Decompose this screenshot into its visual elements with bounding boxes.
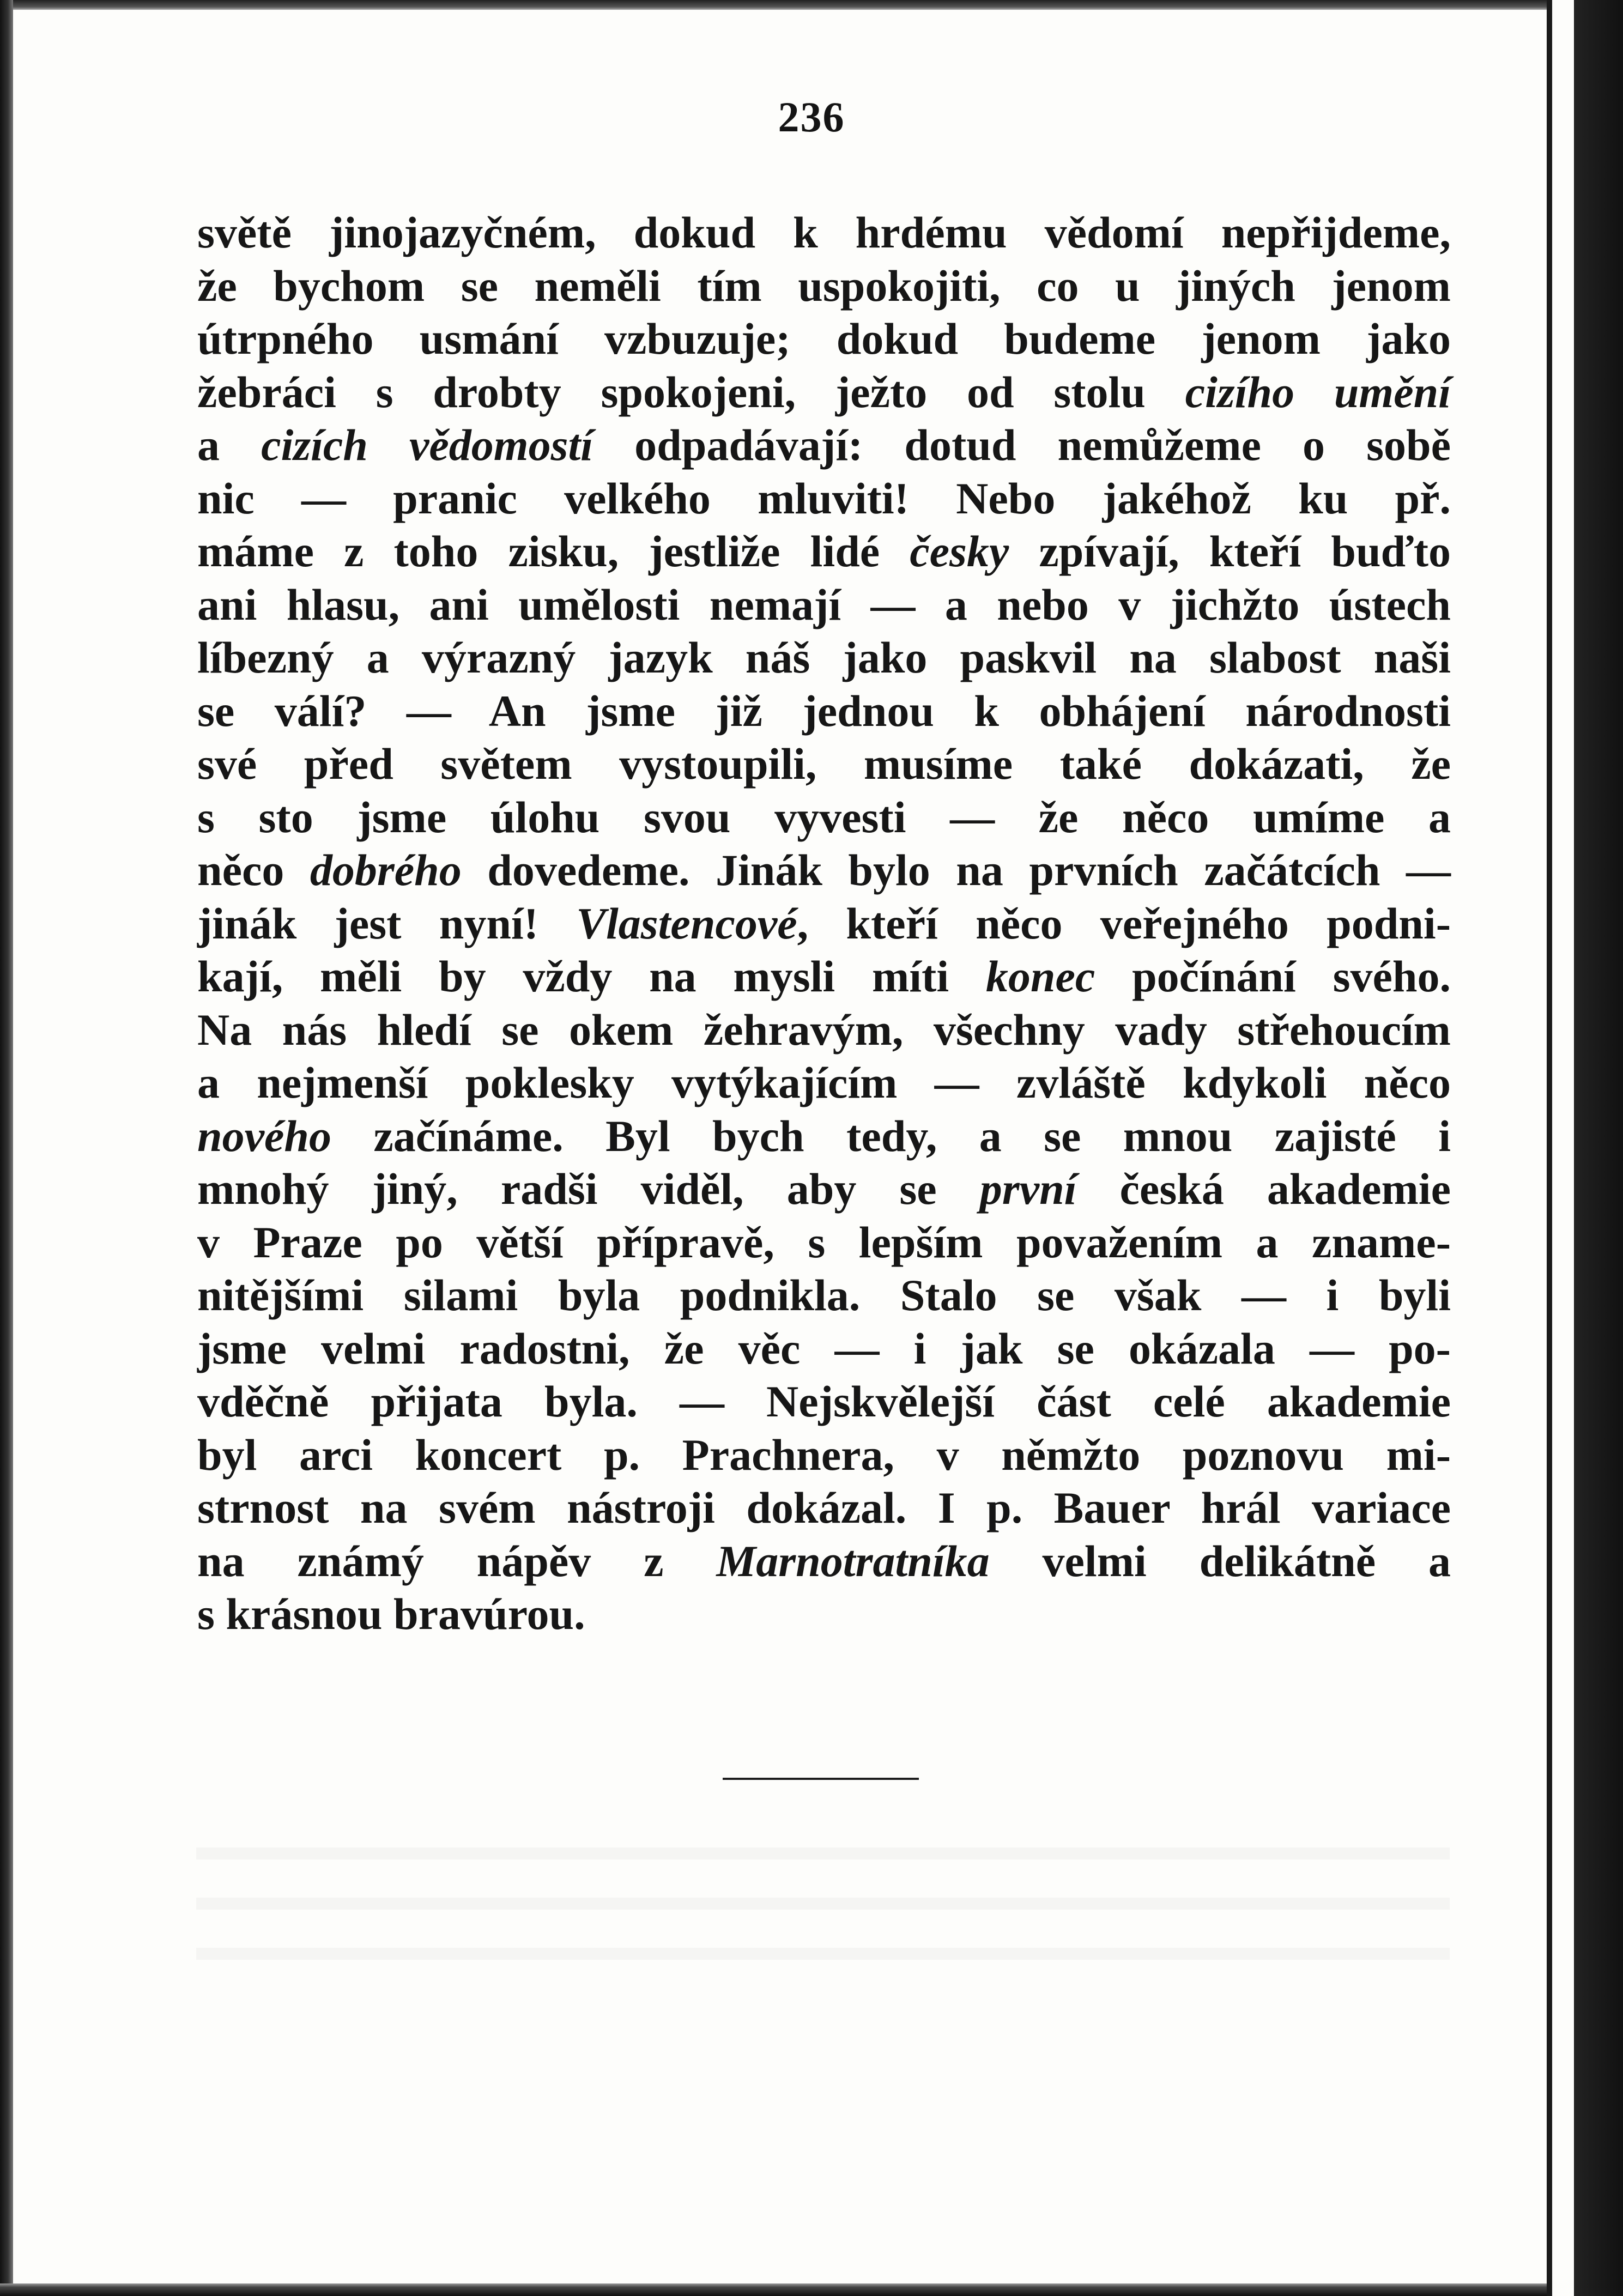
- scan-edge-bottom: [0, 2283, 1623, 2296]
- text-segment: své před světem vystoupili, musíme také dokázati, že: [197, 739, 1451, 789]
- text-segment: dovedeme. Jinák bylo na prvních začátcích —: [461, 845, 1451, 895]
- text-segment: počínání svého.: [1095, 952, 1451, 1001]
- text-segment: nitějšími silami byla podnikla. Stalo se však — i byli: [197, 1270, 1451, 1320]
- text-line: [197, 791, 1451, 844]
- text-segment: jinák jest nyní!: [197, 898, 577, 948]
- text-segment: něco: [197, 845, 310, 895]
- text-segment: mnohý jiný, radši viděl, aby se: [197, 1164, 980, 1214]
- text-line: [197, 844, 1451, 897]
- text-segment: začínáme. Byl bych tedy, a se mnou zajisté i: [331, 1111, 1451, 1161]
- text-segment: v Praze po větší přípravě, s lepším považením a zname-: [197, 1217, 1451, 1267]
- text-line: [197, 1535, 1451, 1588]
- text-segment: česká akademie: [1076, 1164, 1451, 1214]
- text-line: [197, 1375, 1451, 1428]
- text-segment: a: [197, 420, 262, 470]
- text-segment: Na nás hledí se okem žehravým, všechny vady střehoucím: [197, 1004, 1451, 1055]
- text-segment: ani hlasu, ani umělosti nemají — a nebo v jichžto ústech: [197, 579, 1451, 629]
- text-line: [197, 897, 1451, 950]
- text-segment: máme z toho zisku, jestliže lidé: [197, 526, 910, 576]
- text-line: [197, 578, 1451, 632]
- body-text: [197, 206, 1451, 1641]
- scan-edge-left: [0, 0, 13, 2296]
- text-line: [197, 1481, 1451, 1535]
- section-end-rule: [723, 1778, 919, 1780]
- page-border-line: [1547, 0, 1552, 2296]
- page-number: 236: [778, 93, 845, 141]
- text-segment: se válí? — An jsme již jednou k obhájení národnosti: [197, 686, 1451, 736]
- adjacent-page-strip: [1552, 0, 1574, 2296]
- italic-text: nového: [197, 1111, 331, 1161]
- italic-text: česky: [910, 526, 1009, 576]
- text-line: [197, 1269, 1451, 1322]
- text-line: [197, 1322, 1451, 1376]
- text-segment: vděčně přijata byla. — Nejskvělejší část celé akademie: [197, 1377, 1451, 1426]
- italic-text: cizích vědomostí: [261, 420, 594, 470]
- text-segment: útrpného usmání vzbuzuje; dokud budeme jenom jako: [197, 314, 1451, 364]
- text-line: [197, 1162, 1451, 1216]
- italic-text: Marnotratníka: [716, 1536, 990, 1586]
- text-segment: velmi delikátně a: [989, 1536, 1451, 1586]
- text-segment: a nejmenší poklesky vytýkajícím — zvláště kdykoli něco: [197, 1058, 1451, 1107]
- italic-text: cizího umění: [1185, 367, 1451, 417]
- text-line: [197, 684, 1451, 738]
- text-line: [197, 737, 1451, 791]
- text-line: [197, 259, 1451, 313]
- text-line: [197, 366, 1451, 419]
- text-segment: s sto jsme úlohu svou vyvesti — že něco umíme a: [197, 792, 1451, 842]
- text-line: [197, 1428, 1451, 1482]
- text-line: [197, 206, 1451, 259]
- italic-text: konec: [985, 952, 1095, 1001]
- italic-text: dobrého: [310, 845, 462, 895]
- scan-edge-right: [1574, 0, 1623, 2296]
- text-segment: strnost na svém nástroji dokázal. I p. Bauer hrál variace: [197, 1483, 1451, 1532]
- italic-text: první: [979, 1164, 1077, 1214]
- text-segment: zpívají, kteří buďto: [1009, 526, 1451, 576]
- text-segment: , kteří něco veřejného podni-: [797, 898, 1451, 948]
- text-line: [197, 1110, 1451, 1163]
- text-segment: s krásnou bravúrou.: [197, 1589, 585, 1639]
- text-segment: jsme velmi radostni, že věc — i jak se okázala — po-: [197, 1323, 1451, 1373]
- text-line: [197, 1056, 1451, 1110]
- text-segment: nic — pranic velkého mluviti! Nebo jakéhož ku př.: [197, 473, 1451, 523]
- text-line: [197, 472, 1451, 525]
- text-line: [197, 950, 1451, 1003]
- text-line: [197, 1588, 1451, 1641]
- text-segment: kají, měli by vždy na mysli míti: [197, 952, 986, 1001]
- text-segment: žebráci s drobty spokojeni, ježto od stolu: [197, 367, 1185, 417]
- text-line: [197, 525, 1451, 578]
- text-line: [197, 1216, 1451, 1269]
- bleed-through-texture: [196, 1809, 1450, 1973]
- text-line: [197, 631, 1451, 684]
- text-segment: na známý nápěv z: [197, 1536, 717, 1586]
- text-segment: odpadávají: dotud nemůžeme o sobě: [593, 420, 1451, 470]
- text-line: [197, 419, 1451, 472]
- text-segment: líbezný a výrazný jazyk náš jako paskvil na slabost naši: [197, 633, 1451, 682]
- text-segment: světě jinojazyčném, dokud k hrdému vědomí nepřijdeme,: [197, 208, 1451, 257]
- text-segment: že bychom se neměli tím uspokojiti, co u jiných jenom: [197, 261, 1451, 311]
- text-line: [197, 312, 1451, 366]
- italic-text: Vlastencové: [576, 898, 797, 948]
- text-segment: byl arci koncert p. Prachnera, v němžto poznovu mi-: [197, 1429, 1451, 1480]
- text-line: [197, 1003, 1451, 1057]
- scan-edge-top: [0, 0, 1623, 10]
